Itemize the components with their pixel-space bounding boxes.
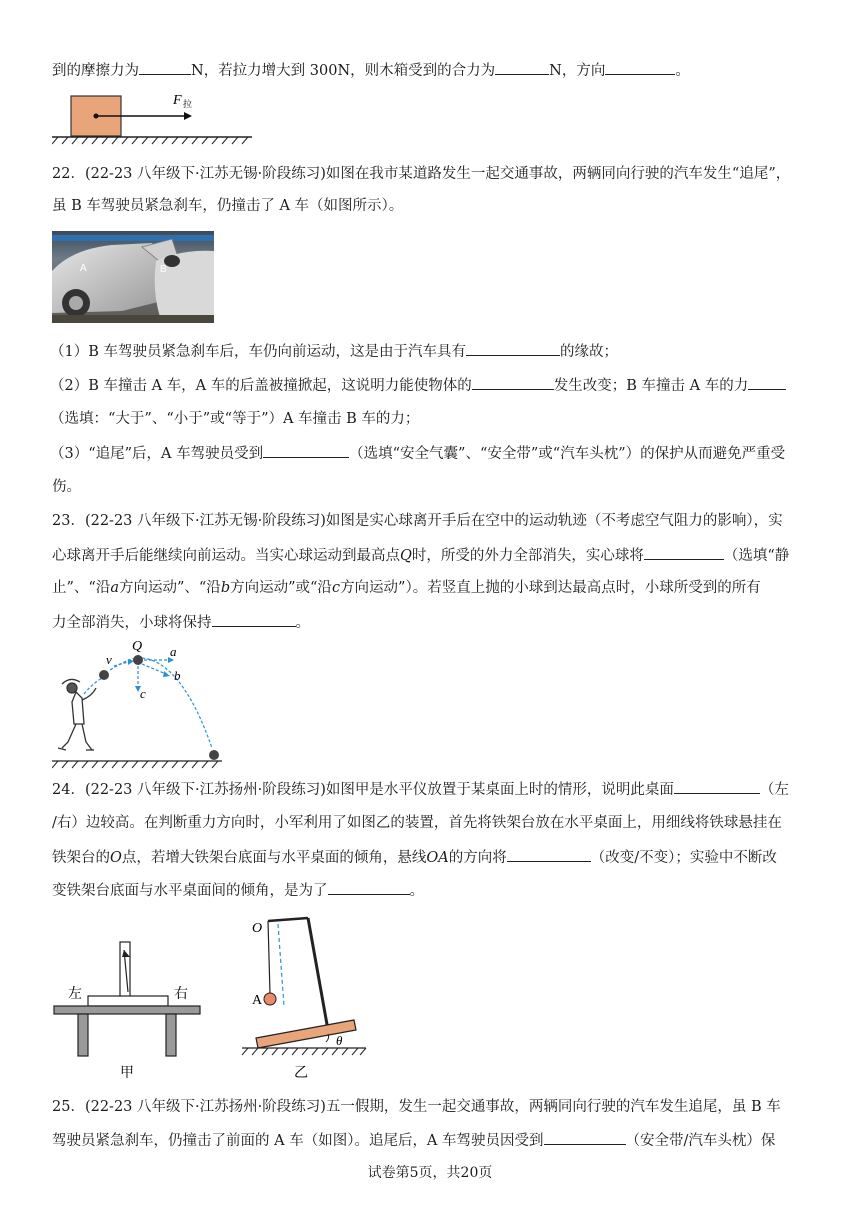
label-right: 右 — [174, 986, 188, 1002]
label-left: 左 — [68, 986, 82, 1002]
force-label: F — [173, 93, 182, 108]
q23-line-3: 止”、“沿a方向运动”、“沿b方向运动”或“沿c方向运动”）。若竖直上抛的小球到达最高点时，小球所受到的所有 — [52, 580, 761, 596]
page-footer: 试卷第5页，共20页 — [367, 1165, 493, 1181]
q22-line-2: 虽 B 车驾驶员紧急刹车，仍撞击了 A 车（如图所示）。 — [52, 198, 404, 214]
table-top — [54, 1006, 200, 1014]
q24-line-3: 铁架台的O点，若增大铁架台底面与水平桌面的倾角，悬线OA的方向将 （改变/不变）；实验中不断改 — [52, 847, 777, 868]
answer-blank[interactable] — [212, 612, 296, 627]
figure-yi — [242, 918, 366, 1081]
force-arrowhead — [184, 112, 192, 120]
table-leg-left — [78, 1014, 88, 1056]
q22-sub-1: （1）B 车驾驶员紧急刹车后，车仍向前运动，这是由于汽车具有 的缘故； — [50, 341, 618, 362]
question-number: 24． — [52, 782, 85, 798]
q21-line: 到的摩擦力为 N，若拉力增大到 300N，则木箱受到的合力为 N，方向 。 — [52, 60, 690, 81]
label-a: a — [170, 644, 177, 659]
ball-launch — [99, 670, 109, 680]
question-source: (22-23 八年级下·江苏扬州·阶段练习) — [84, 782, 326, 798]
iron-ball — [264, 993, 276, 1005]
ground-hatch — [52, 137, 248, 144]
label-jia: 甲 — [120, 1065, 134, 1081]
q23-line-1: 23．(22-23 八年级下·江苏无锡·阶段练习)如图是实心球离开手后在空中的运动轨迹（不考虑空气阻力的影响），实 — [52, 513, 783, 529]
answer-blank[interactable] — [644, 545, 724, 560]
q25-line-1: 25．(22-23 八年级下·江苏扬州·阶段练习)五一假期，发生一起交通事故，两辆同向行驶的汽车发生追尾，虽 B 车 — [52, 1099, 781, 1115]
q25-line-2: 驾驶员紧急刹车，仍撞击了前面的 A 车（如图）。追尾后，A 车驾驶员因受到 （安全带/汽车头枕）保 — [52, 1130, 775, 1151]
photo-label-b: B — [160, 264, 167, 275]
question-number: 22． — [52, 166, 85, 182]
ball-top — [133, 655, 143, 665]
figure-jia — [54, 942, 200, 1081]
label-o: O — [252, 921, 263, 936]
answer-blank[interactable] — [605, 60, 675, 75]
question-source: (22-23 八年级下·江苏无锡·阶段练习) — [84, 513, 326, 529]
q22-sub-2-cont: （选填：“大于”、“小于”或“等于”）A 车撞击 B 车的力； — [50, 411, 420, 427]
level-base — [88, 996, 168, 1006]
q23-line-2: 心球离开手后能继续向前运动。当实心球运动到最高点Q时，所受的外力全部消失，实心球将 （选填“静 — [52, 545, 789, 566]
table-leg-right — [166, 1014, 176, 1056]
answer-blank[interactable] — [466, 341, 560, 356]
level-figures — [52, 910, 382, 1082]
q22-sub-3: （3）“追尾”后，A 车驾驶员受到 （选填“安全气囊”、“安全带”或“汽车头枕”）的保护从而避免严重受 — [50, 443, 785, 464]
answer-blank[interactable] — [674, 779, 760, 794]
answer-blank[interactable] — [495, 60, 549, 75]
q24-line-1: 24．(22-23 八年级下·江苏扬州·阶段练习)如图甲是水平仪放置于某桌面上时的情形，说明此桌面 （左 — [52, 779, 789, 800]
label-q: Q — [132, 639, 143, 654]
stand-arm — [268, 918, 308, 921]
label-a: A — [252, 993, 263, 1008]
label-v: v — [106, 652, 112, 667]
q24-line-4: 变铁架台底面与水平桌面间的倾角，是为了 。 — [52, 880, 424, 901]
force-subscript: 拉 — [183, 100, 193, 110]
question-number: 23． — [52, 513, 85, 529]
answer-blank[interactable] — [507, 847, 591, 862]
question-number: 25． — [52, 1099, 85, 1115]
q23-line-4: 力全部消失，小球将保持 。 — [52, 612, 310, 633]
car-b — [155, 251, 214, 317]
car-crash-photo — [52, 231, 214, 323]
answer-blank[interactable] — [748, 375, 786, 390]
label-theta: θ — [336, 1033, 343, 1048]
thrower-figure — [58, 679, 96, 750]
label-b: b — [174, 668, 181, 683]
string-oa — [268, 921, 270, 994]
level-post — [120, 942, 130, 998]
stand-rod — [308, 918, 328, 1030]
q22-sub-2: （2）B 车撞击 A 车，A 车的后盖被撞掀起，这说明力能使物体的 发生改变；B 车撞击 A 车的力 — [50, 375, 786, 396]
answer-blank[interactable] — [263, 443, 349, 458]
question-source: (22-23 八年级下·江苏扬州·阶段练习) — [84, 1099, 326, 1115]
label-c: c — [140, 686, 146, 701]
q22-line-1: 22．(22-23 八年级下·江苏无锡·阶段练习)如图在我市某道路发生一起交通事故，两辆同向行驶的汽车发生“追尾”， — [52, 166, 791, 182]
answer-blank[interactable] — [139, 60, 191, 75]
box-pull-figure — [52, 86, 262, 146]
answer-blank[interactable] — [472, 375, 554, 390]
question-source: (22-23 八年级下·江苏无锡·阶段练习) — [84, 166, 326, 182]
q22-sub-3-cont: 伤。 — [52, 479, 81, 495]
dashed-reference — [278, 924, 284, 1006]
answer-blank[interactable] — [544, 1130, 626, 1145]
photo-label-a: A — [80, 263, 87, 274]
answer-blank[interactable] — [328, 880, 410, 895]
label-yi: 乙 — [294, 1065, 308, 1081]
ball-landing — [209, 750, 219, 760]
shot-put-figure — [52, 638, 252, 770]
q24-line-2: /右）边较高。在判断重力方向时，小军利用了如图乙的装置，首先将铁架台放在水平桌面上，用细线将铁球悬挂在 — [52, 815, 782, 831]
